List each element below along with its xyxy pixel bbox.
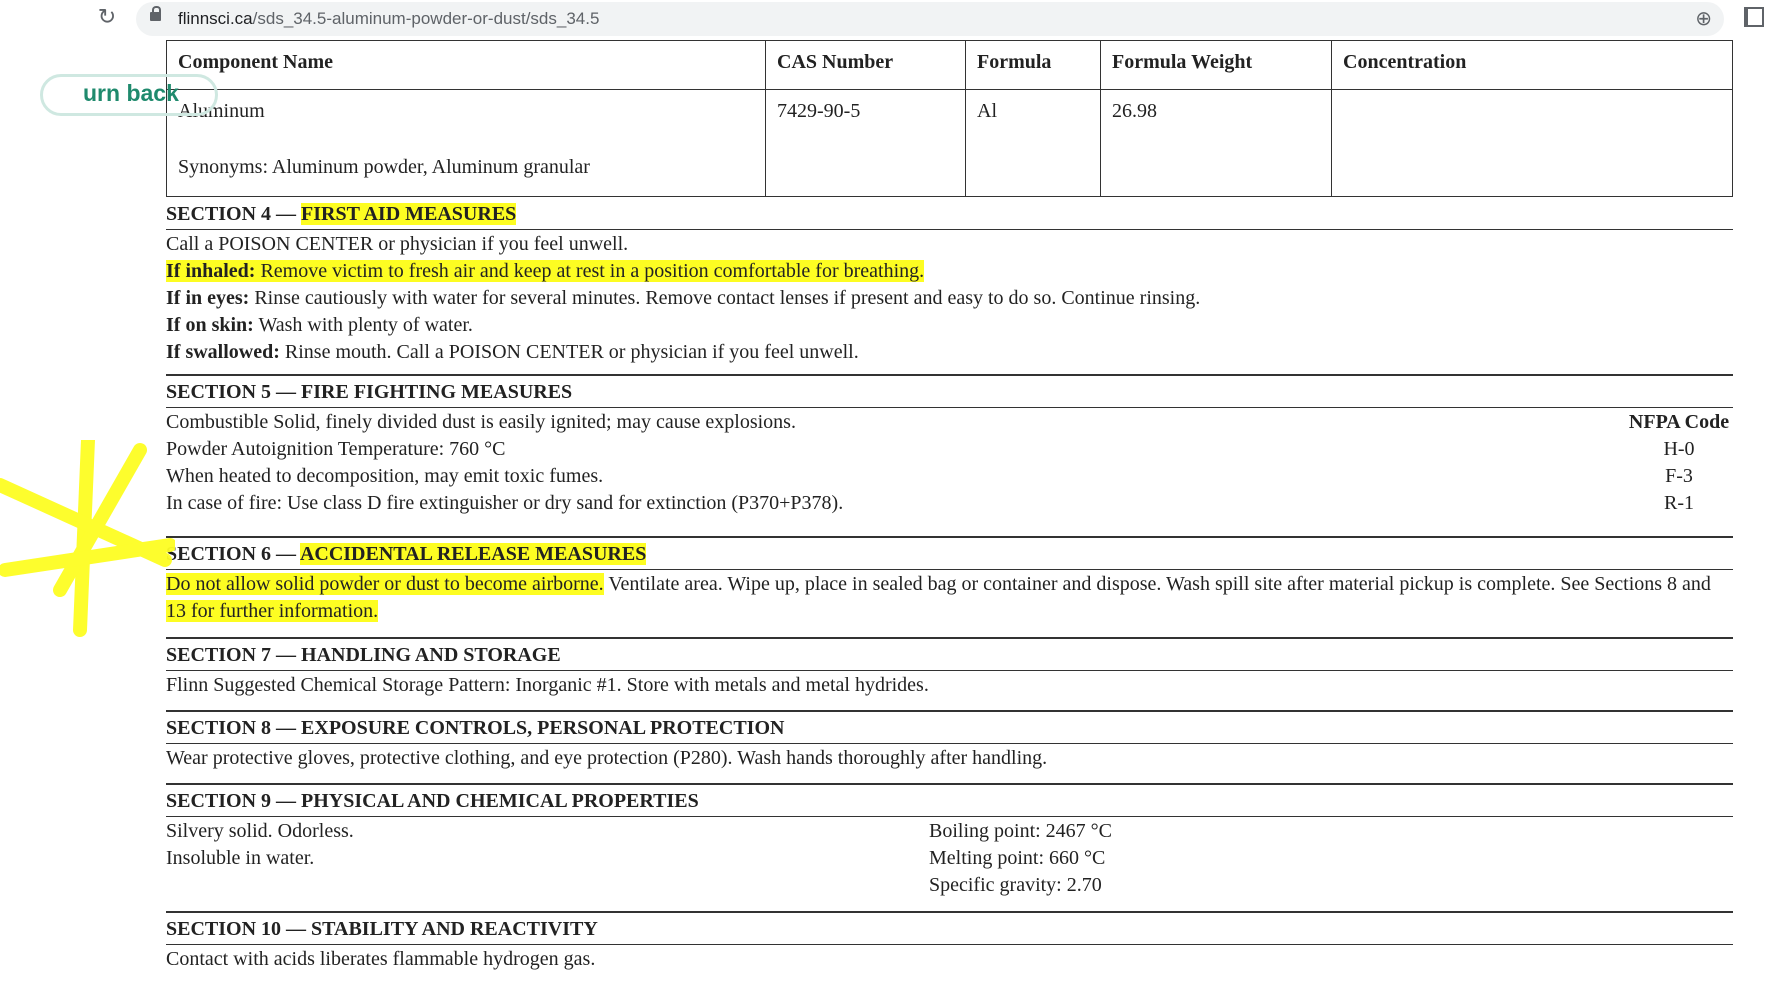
release-line xyxy=(166,571,1733,598)
nfpa-health: H-0 xyxy=(1663,438,1695,460)
return-back-label: urn back xyxy=(83,80,179,106)
section-4-title: FIRST AID MEASURES xyxy=(301,203,517,225)
section-6 xyxy=(166,536,1733,625)
zoom-icon[interactable]: ⊕ xyxy=(1695,6,1712,30)
first-aid-text: Rinse mouth. Call a POISON CENTER or physician if you feel unwell. xyxy=(279,341,859,363)
section-9 xyxy=(166,783,1733,902)
property-line: Insoluble in water. xyxy=(166,847,315,869)
header-formula-weight: Formula Weight xyxy=(1101,41,1332,90)
side-panel-icon[interactable] xyxy=(1744,7,1764,27)
first-aid-label: If on skin: xyxy=(166,314,254,336)
fire-line: In case of fire: Use class D fire extinguisher or dry sand for extinction (P370+P378). xyxy=(166,492,844,514)
melting-point: Melting point: 660 °C xyxy=(929,847,1106,869)
header-component-name: Component Name xyxy=(167,41,766,90)
header-formula: Formula xyxy=(966,41,1101,90)
url-domain: flinnsci.ca xyxy=(178,9,253,28)
reload-icon[interactable]: ↻ xyxy=(97,5,117,30)
section-10 xyxy=(166,911,1733,973)
header-cas-number: CAS Number xyxy=(766,41,966,90)
formula: Al xyxy=(966,90,1101,197)
section-8-heading: SECTION 8 — EXPOSURE CONTROLS, PERSONAL PROTECTION xyxy=(166,715,1733,744)
marker-star-annotation xyxy=(0,440,175,640)
release-highlight: Do not allow solid powder or dust to become airborne. xyxy=(166,573,604,595)
release-text-2: 13 for further information. xyxy=(166,600,379,622)
url-text[interactable] xyxy=(178,9,599,29)
formula-weight: 26.98 xyxy=(1101,90,1332,197)
section-6-prefix: SECTION 6 — xyxy=(166,543,300,565)
boiling-point: Boiling point: 2467 °C xyxy=(929,820,1113,842)
header-concentration: Concentration xyxy=(1332,41,1733,90)
section-7-heading: SECTION 7 — HANDLING AND STORAGE xyxy=(166,642,1733,671)
nfpa-header: NFPA Code xyxy=(1628,411,1730,433)
nfpa-reactivity: R-1 xyxy=(1664,492,1694,514)
storage-text: Flinn Suggested Chemical Storage Pattern: Inorganic #1. Store with metals and metal hydrides. xyxy=(166,674,929,696)
exposure-text: Wear protective gloves, protective clothing, and eye protection (P280). Wash hands thoroughly after handling. xyxy=(166,747,1048,769)
table-header-row xyxy=(167,41,1733,90)
address-bar[interactable] xyxy=(136,2,1724,36)
section-10-heading: SECTION 10 — STABILITY AND REACTIVITY xyxy=(166,916,1733,945)
first-aid-label: If in eyes: xyxy=(166,287,250,309)
component-synonyms: Synonyms: Aluminum powder, Aluminum granular xyxy=(178,156,590,178)
release-line xyxy=(166,598,1733,625)
first-aid-label: If swallowed: xyxy=(166,341,280,363)
first-aid-line xyxy=(166,285,1733,312)
first-aid-line xyxy=(166,339,1733,366)
section-4 xyxy=(166,201,1733,366)
table-row xyxy=(167,90,1733,197)
section-4-heading xyxy=(166,201,1733,230)
first-aid-text: Remove victim to fresh air and keep at rest in a position comfortable for breathing. xyxy=(255,260,925,282)
first-aid-label: If inhaled: xyxy=(166,260,256,282)
first-aid-text: Rinse cautiously with water for several minutes. Remove contact lenses if present and easy to do so. Continue rinsing. xyxy=(249,287,1201,309)
browser-toolbar xyxy=(0,0,1775,38)
section-4-prefix: SECTION 4 — xyxy=(166,203,302,225)
first-aid-text: Wash with plenty of water. xyxy=(253,314,473,336)
section-7 xyxy=(166,637,1733,699)
first-aid-line xyxy=(166,231,1733,258)
property-line: Silvery solid. Odorless. xyxy=(166,820,354,842)
fire-line: Powder Autoignition Temperature: 760 °C xyxy=(166,438,506,460)
fire-line: Combustible Solid, finely divided dust is easily ignited; may cause explosions. xyxy=(166,411,796,433)
url-path: /sds_34.5-aluminum-powder-or-dust/sds_34.5 xyxy=(252,9,600,28)
section-6-title: ACCIDENTAL RELEASE MEASURES xyxy=(299,543,647,565)
section-6-heading xyxy=(166,541,1733,570)
concentration xyxy=(1332,90,1733,197)
specific-gravity: Specific gravity: 2.70 xyxy=(929,874,1102,896)
section-5 xyxy=(166,374,1733,517)
components-table xyxy=(166,40,1733,197)
component-name: Aluminum xyxy=(178,100,265,122)
first-aid-line xyxy=(166,312,1733,339)
first-aid-line xyxy=(166,258,1733,285)
properties-right xyxy=(929,818,1112,899)
nfpa-code xyxy=(1625,409,1733,517)
first-aid-text: Call a POISON CENTER or physician if you feel unwell. xyxy=(166,233,629,255)
fire-line: When heated to decomposition, may emit toxic fumes. xyxy=(166,465,604,487)
component-cell xyxy=(167,90,766,197)
return-back-button[interactable] xyxy=(40,74,218,116)
section-8 xyxy=(166,710,1733,772)
reactivity-text: Contact with acids liberates flammable hydrogen gas. xyxy=(166,948,596,970)
section-9-heading: SECTION 9 — PHYSICAL AND CHEMICAL PROPERTIES xyxy=(166,788,1733,817)
release-text: Ventilate area. Wipe up, place in sealed bag or container and dispose. Wash spill site after material pickup is complete. See Sections 8 and xyxy=(603,573,1711,595)
document xyxy=(166,40,1733,197)
section-5-heading: SECTION 5 — FIRE FIGHTING MEASURES xyxy=(166,379,1733,408)
lock-icon[interactable] xyxy=(150,12,161,21)
nfpa-fire: F-3 xyxy=(1665,465,1693,487)
cas-number: 7429-90-5 xyxy=(766,90,966,197)
